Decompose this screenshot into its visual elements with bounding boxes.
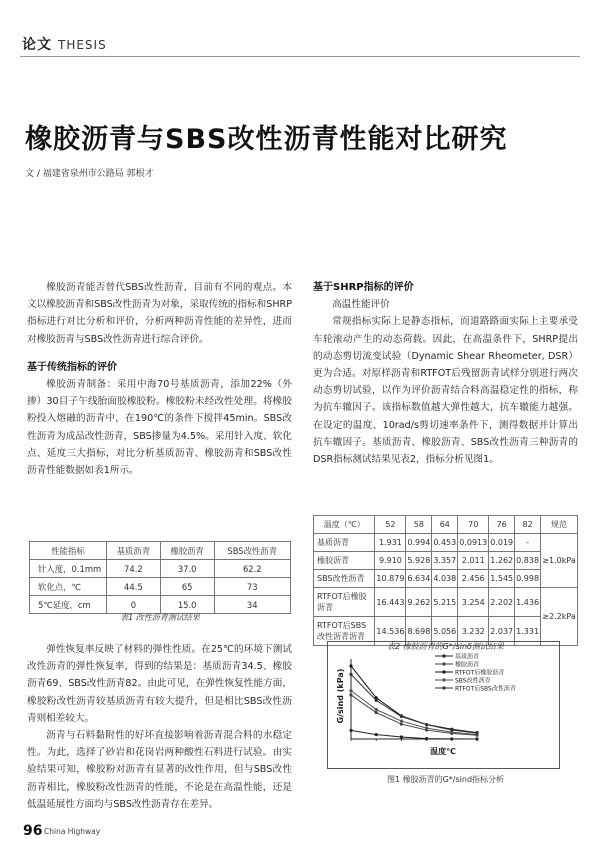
table-1-header: 基质沥青 — [107, 542, 161, 560]
chart-point — [375, 733, 378, 736]
chart-series-line — [351, 695, 477, 735]
paragraph-rubber-prep: 橡胶沥青制备：采用中海70号基质沥青，添加22%（外掺）30目子午线胎面胶橡胶粉。橡胶粉未经改性处理。将橡胶粉投入熔融的沥青中，在190℃的条件下搅拌45min。SBS改性沥青为成品改性沥青，SBS掺量为4.5%。采用针入度、软化点、延度三大指标，对比分析基质沥青、橡胶沥青和SBS改性沥青性能数据如表1所示。 — [27, 379, 292, 477]
table-cell: 1.331 — [515, 617, 541, 646]
table-cell: 15.0 — [160, 596, 214, 614]
chart-point — [349, 673, 352, 676]
table-cell: 0.0913 — [458, 534, 489, 552]
chart-y-label: G/sind (kPa) — [336, 668, 345, 724]
table-row — [30, 578, 291, 596]
table-cell: 34 — [214, 596, 290, 614]
paragraph-elastic-recovery: 弹性恢复率反映了材料的弹性性质。在25℃的环境下测试改性沥青的弹性恢复率，得到的结果是：基质沥青34.5、橡胶沥青69、SBS改性沥青82。由此可见，在弹性恢复性能方面，橡胶粉改性沥青较基质沥青有较大提升，但是相比SBS改性沥青则相差较大。 — [27, 644, 292, 724]
chart-point — [450, 728, 453, 731]
table-2-header-row — [314, 516, 578, 534]
right-column — [313, 279, 578, 468]
chart-legend-marker — [442, 654, 445, 657]
table-cell: 9.910 — [375, 552, 406, 570]
table-2-header: 76 — [489, 516, 515, 534]
chart-legend — [435, 653, 516, 693]
section-label-cn: 论文 — [22, 37, 52, 53]
table-cell: 3.254 — [458, 588, 489, 617]
chart-x-label: 温度℃ — [430, 747, 456, 756]
chart-legend-marker — [442, 670, 445, 673]
chart-point — [349, 693, 352, 696]
chart-point — [425, 726, 428, 729]
table-cell: 62.2 — [214, 560, 290, 578]
chart-point — [425, 737, 428, 740]
table-cell: 5.215 — [432, 588, 458, 617]
table-cell: 0.019 — [489, 534, 515, 552]
table-cell: RTFOT后SBS改性沥青沥青 — [314, 617, 375, 646]
table-2-caption: 表2 橡胶沥青的G*/sinδ测试结果 — [387, 642, 504, 651]
table-cell: 5.928 — [406, 552, 432, 570]
chart-point — [375, 708, 378, 711]
table-cell: 0.994 — [406, 534, 432, 552]
subheading-high-temp: 高温性能评价 — [332, 299, 390, 311]
chart-point — [425, 723, 428, 726]
journal-name: China Highway — [44, 827, 101, 836]
table-cell: 44.5 — [107, 578, 161, 596]
article-title: 橡胶沥青与SBS改性沥青性能对比研究 — [25, 124, 508, 155]
table-cell-spec: ≥1.0kPa — [541, 534, 578, 588]
table-row — [30, 596, 291, 614]
table-1-header-row — [30, 542, 291, 560]
table-2-header: 58 — [406, 516, 432, 534]
chart-point — [475, 737, 478, 740]
chart-point — [400, 735, 403, 738]
table-cell: 0.453 — [432, 534, 458, 552]
table-cell: 10.879 — [375, 570, 406, 588]
table-cell: 橡胶沥青 — [314, 552, 375, 570]
table-2-header: 64 — [432, 516, 458, 534]
chart-point — [349, 729, 352, 732]
chart-legend-marker — [442, 678, 445, 681]
chart-legend-label: 基质沥青 — [455, 653, 480, 661]
chart-legend-label: RTFOT后SBS改性沥青 — [455, 685, 516, 693]
figure-1-caption: 图1 橡胶沥青的G*/sind指标分析 — [386, 775, 505, 784]
table-row — [314, 534, 578, 552]
table-row — [30, 560, 291, 578]
table-cell: 2.011 — [458, 552, 489, 570]
chart-point — [400, 719, 403, 722]
table-row — [314, 570, 578, 588]
table-cell: 8.698 — [406, 617, 432, 646]
table-row — [314, 552, 578, 570]
table-cell: 5℃延度，cm — [30, 596, 107, 614]
table-cell: 0.838 — [515, 552, 541, 570]
chart-legend-label: SBS改性沥青 — [455, 677, 491, 685]
table-cell: 1.262 — [489, 552, 515, 570]
intro-paragraph: 橡胶沥青能否替代SBS改性沥青，目前有不同的观点。本文以橡胶沥青和SBS改性沥青为对象，采取传统的指标和SHRP指标进行对比分析和评价，分析两种沥青性能的差异性，进而对橡胶沥青与SBS改性沥青进行综合评价。 — [27, 282, 293, 345]
table-cell: 6.634 — [406, 570, 432, 588]
table-1-caption: 表1 改性沥青测试结果 — [120, 613, 200, 622]
chart-legend-marker — [442, 662, 445, 665]
table-cell: 1.545 — [489, 570, 515, 588]
table-cell: 37.0 — [160, 560, 214, 578]
table-cell: 4.038 — [432, 570, 458, 588]
table-1-header: 性能指标 — [30, 542, 107, 560]
section-label-en: THESIS — [58, 38, 107, 52]
table-row — [314, 588, 578, 617]
table-cell: 1.436 — [515, 588, 541, 617]
chart-point — [375, 711, 378, 714]
table-2-header: 70 — [458, 516, 489, 534]
chart-series-line — [351, 730, 477, 739]
table-2-header: 82 — [515, 516, 541, 534]
table-cell: 16.443 — [375, 588, 406, 617]
table-cell: 软化点，℃ — [30, 578, 107, 596]
table-cell: RTFOT后橡胶沥青 — [314, 588, 375, 617]
table-cell: 针入度，0.1mm — [30, 560, 107, 578]
table-cell: SBS改性沥青 — [314, 570, 375, 588]
table-2-header: 温度（℃） — [314, 516, 375, 534]
chart-legend-marker — [442, 686, 445, 689]
paragraph-dsr: 常规指标实际上是静态指标，而道路路面实际上主要承受车轮滚动产生的动态荷载。因此，在高温条件下，SHRP提出的动态剪切流变试验（Dynamic Shear Rheometer, DSR）更为合适。对原样沥青和RTFOT后残留沥青试样分别进行两次动态剪切试验，以作为评价沥青结合料高温稳定性的指标，称为抗车辙因子。该指标数值越大弹性越大，抗车辙能力越强。在设定的温度、10rad/s剪切速率条件下，测得数据并计算出抗车辙因子。基质沥青、橡胶沥青、SBS改性沥青三种沥青的DSR指标测试结果见表2，指标分析见图1。 — [313, 316, 578, 466]
table-cell: 73 — [214, 578, 290, 596]
table-cell: 14.536 — [375, 617, 406, 646]
chart-point — [349, 689, 352, 692]
table-2 — [313, 515, 578, 646]
section-label — [22, 34, 107, 54]
chart-point — [400, 722, 403, 725]
table-cell: 2.037 — [489, 617, 515, 646]
table-cell: 3.232 — [458, 617, 489, 646]
table-2-header: 规范 — [541, 516, 578, 534]
table-cell: 3.357 — [432, 552, 458, 570]
page-number: 96 — [23, 823, 43, 839]
chart-point — [475, 731, 478, 734]
chart-point — [450, 737, 453, 740]
table-cell: 2.202 — [489, 588, 515, 617]
table-cell: 74.2 — [107, 560, 161, 578]
table-cell: 5.056 — [432, 617, 458, 646]
table-cell: 1.931 — [375, 534, 406, 552]
chart-legend-label: RTFOT后橡胶沥青 — [455, 669, 505, 677]
chart-point — [375, 699, 378, 702]
table-cell: 0.998 — [515, 570, 541, 588]
table-cell: 9.262 — [406, 588, 432, 617]
table-cell: 2.456 — [458, 570, 489, 588]
chart-point — [400, 715, 403, 718]
table-1-header: SBS改性沥青 — [214, 542, 290, 560]
table-cell: 0 — [107, 596, 161, 614]
table-1 — [29, 541, 291, 614]
left-column — [27, 279, 292, 479]
left-column-lower — [27, 641, 292, 813]
table-cell: - — [515, 534, 541, 552]
table-cell: 65 — [160, 578, 214, 596]
section-heading-shrp: 基于SHRP指标的评价 — [313, 282, 414, 293]
paragraph-adhesion: 沥青与石料黏附性的好坏直接影响着沥青混合料的水稳定性。为此，选择了砂岩和花岗岩两种酸性石料进行试验。由实验结果可知，橡胶粉对沥青有显著的改性作用，但与SBS改性沥青相比，橡胶粉改性沥青的性能，不论是在高温性能，还是低温延展性方面均与SBS改性沥青存在差异。 — [27, 730, 292, 810]
article-byline: 文 / 福建省泉州市公路局 郭根才 — [25, 169, 154, 179]
header-divider — [20, 56, 580, 57]
table-2-header: 52 — [375, 516, 406, 534]
table-1-header: 橡胶沥青 — [160, 542, 214, 560]
figure-1-chart — [327, 641, 560, 769]
table-cell: 基质沥青 — [314, 534, 375, 552]
chart-point — [349, 664, 352, 667]
chart-series-line — [351, 691, 477, 735]
chart-legend-label: 橡胶沥青 — [455, 661, 480, 669]
section-heading-traditional: 基于传统指标的评价 — [27, 361, 117, 373]
table-cell-spec: ≥2.2kPa — [541, 588, 578, 646]
